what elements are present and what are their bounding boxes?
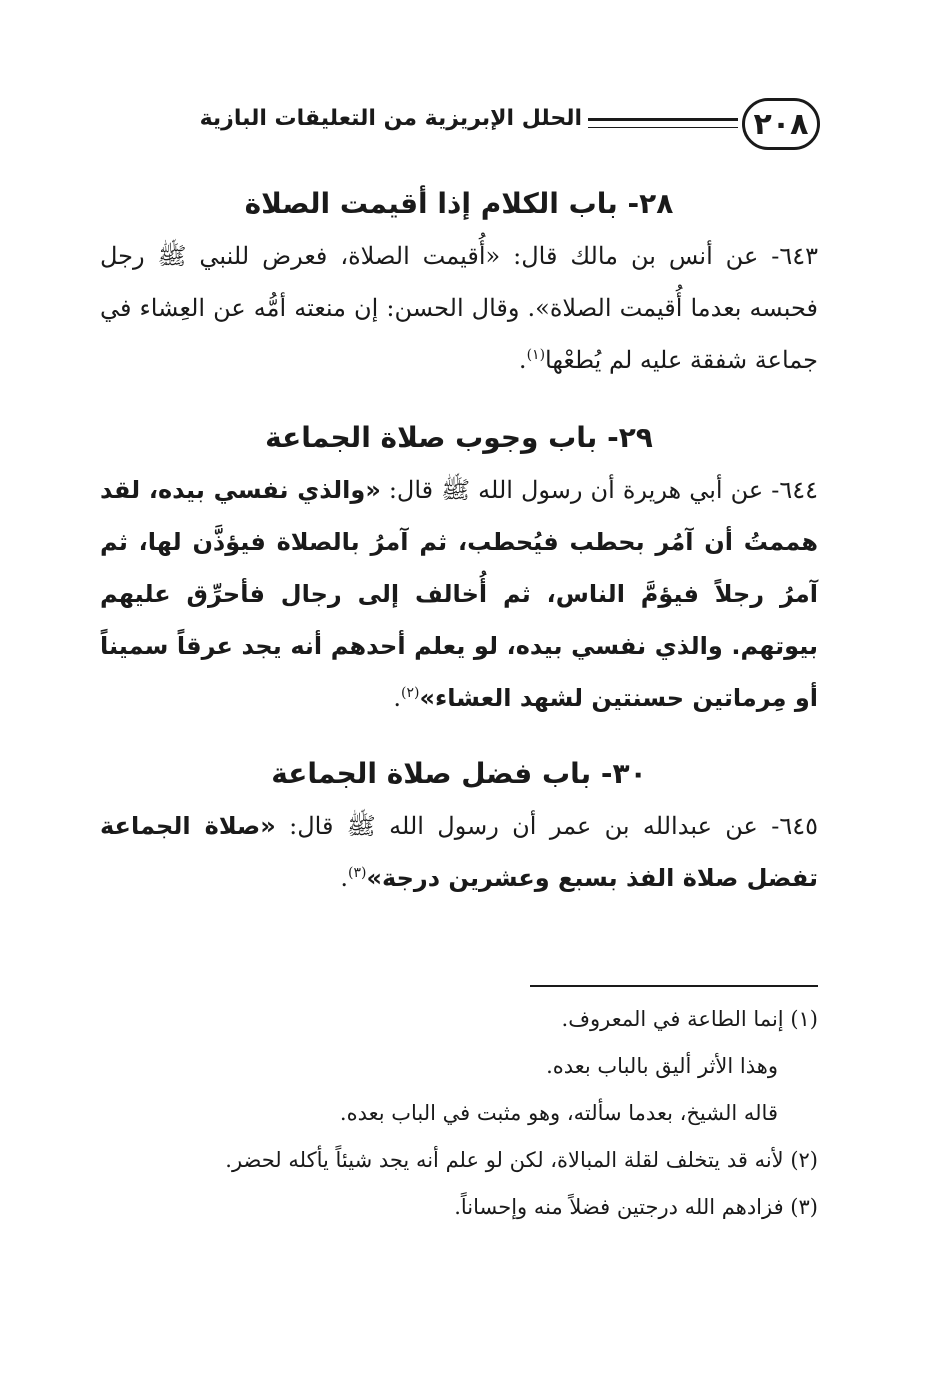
footnote-1-continuation: قاله الشيخ، بعدما سألته، وهو مثبت في الباب بعده. bbox=[339, 1101, 778, 1125]
hadith-number: ٦٤٣- bbox=[771, 242, 818, 270]
footnote-1: (١) إنما الطاعة في المعروف. bbox=[561, 1007, 818, 1031]
footnote-marker[interactable]: (٢) bbox=[401, 685, 420, 701]
footnote-separator bbox=[530, 985, 818, 987]
header-divider bbox=[588, 118, 738, 128]
chapter-title: ٢٩- باب وجوب صلاة الجماعة bbox=[265, 421, 653, 454]
hadith-text bbox=[100, 230, 818, 386]
hadith-number: ٦٤٤- bbox=[771, 476, 818, 504]
footnote-2: (٢) لأنه قد يتخلف لقلة المبالاة، لكن لو علم أنه يجد شيئاً يأكله لحضر. bbox=[225, 1148, 818, 1172]
hadith-isnad: عن عبدالله بن عمر أن رسول الله ﷺ قال: bbox=[289, 812, 758, 840]
sentence-end: . bbox=[518, 346, 527, 374]
page-body bbox=[100, 180, 818, 904]
hadith-text bbox=[100, 464, 818, 724]
page-header bbox=[100, 98, 820, 158]
footnote-marker[interactable]: (٣) bbox=[348, 865, 367, 881]
chapter-29 bbox=[100, 414, 818, 724]
footnote-marker[interactable]: (١) bbox=[526, 347, 546, 363]
hadith-matn: «صلاة الجماعة تفضل صلاة الفذ بسبع وعشرين درجة» bbox=[100, 812, 818, 892]
page-number-badge: ٢٠٨ bbox=[742, 98, 820, 150]
chapter-title: ٣٠- باب فضل صلاة الجماعة bbox=[271, 757, 647, 790]
chapter-30 bbox=[100, 750, 818, 904]
hadith-text bbox=[100, 800, 818, 904]
hadith-number: ٦٤٥- bbox=[771, 812, 818, 840]
chapter-title: ٢٨- باب الكلام إذا أقيمت الصلاة bbox=[244, 187, 674, 220]
running-book-title: الحلل الإبريزية من التعليقات البازية bbox=[199, 106, 582, 131]
hadith-body: عن أنس بن مالك قال: «أُقيمت الصلاة، فعرض للنبي ﷺ رجل فحبسه بعدما أُقيمت الصلاة». وقال الحسن: إن منعته أمُّه عن العِشاء في جماعة شفقة عليه لم يُطعْها bbox=[100, 242, 818, 374]
footnote-1-continuation: وهذا الأثر أليق بالباب بعده. bbox=[546, 1054, 778, 1078]
sentence-end: . bbox=[340, 864, 349, 892]
hadith-isnad: عن أبي هريرة أن رسول الله ﷺ قال: bbox=[388, 476, 764, 504]
footnote-3: (٣) فزادهم الله درجتين فضلاً منه وإحساناً. bbox=[454, 1195, 818, 1219]
footnotes bbox=[100, 996, 818, 1231]
sentence-end: . bbox=[393, 684, 402, 712]
chapter-28 bbox=[100, 180, 818, 386]
hadith-matn: «والذي نفسي بيده، لقد هممتُ أن آمُر بحطب فيُحطب، ثم آمرُ بالصلاة فيؤذَّن لها، ثم آمرُ رجلاً فيؤمَّ الناس، ثم أُخالف إلى رجال فأحرِّق عليهم بيوتهم. والذي نفسي بيده، لو يعلم أحدهم أنه يجد عرقاً سميناً أو مِرماتين حسنتين لشهد العشاء» bbox=[100, 476, 818, 712]
